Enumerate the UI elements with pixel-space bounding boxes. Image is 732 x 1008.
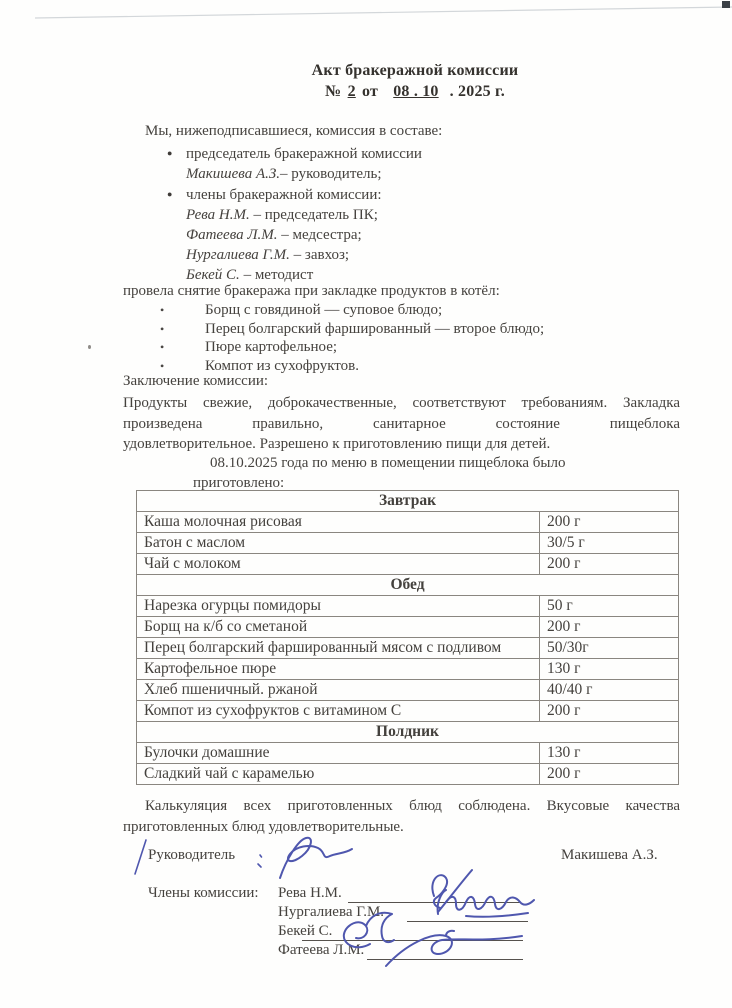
list-item (167, 265, 422, 285)
member-signature-nurgalieva (432, 886, 538, 922)
qty-cell: 130 г (540, 659, 679, 680)
table-row (137, 617, 679, 638)
member-name: Бекей С. (186, 267, 240, 283)
member-name: Фатеева Л.М. (186, 227, 278, 243)
table-row (137, 554, 679, 575)
dish-cell: Сладкий чай с карамелью (137, 764, 540, 785)
member-name: Рева Н.М. (186, 207, 250, 223)
qty-cell: 30/5 г (540, 533, 679, 554)
bullet-icon: ● (167, 189, 173, 199)
table-row (137, 638, 679, 659)
bullet-icon: • (160, 321, 165, 336)
member-role: – председатель ПК; (249, 207, 378, 223)
bullet-icon: ● (167, 148, 173, 158)
title-line2 (150, 81, 680, 102)
list-item (167, 184, 422, 205)
table-row (137, 512, 679, 533)
qty-cell: 50 г (540, 596, 679, 617)
qty-cell: 200 г (540, 554, 679, 575)
head-sign-name: Макишева А.З. (561, 847, 658, 863)
member-role: – медсестра; (277, 227, 362, 243)
act-number: 2 (347, 83, 356, 100)
member-role: – методист (239, 267, 314, 283)
intro-paragraph: Мы, нижеподписавшиеся, комиссия в составе: (145, 123, 443, 139)
table-row (137, 701, 679, 722)
conclusion-paragraph (123, 393, 680, 455)
qty-cell: 40/40 г (540, 680, 679, 701)
head-signature (272, 832, 358, 884)
dishes-list (160, 301, 544, 375)
document-title (150, 60, 680, 102)
title-line1: Акт бракеражной комиссии (311, 62, 519, 79)
dish-cell: Картофельное пюре (137, 659, 540, 680)
title-year: . 2025 г. (449, 83, 505, 100)
dish-cell: Перец болгарский фаршированный мясом с подливом (137, 638, 540, 659)
member-sign-name: Нургалиева Г.М. (278, 904, 385, 920)
table-row (137, 743, 679, 764)
chair-role: – руководитель; (280, 166, 382, 182)
qty-cell: 200 г (540, 701, 679, 722)
title-ot: от (357, 83, 383, 100)
section-header-cell: Полдник (137, 722, 679, 743)
dish-cell: Хлеб пшеничный. ржаной (137, 680, 540, 701)
qty-cell: 130 г (540, 743, 679, 764)
member-sign-name: Бекей С. (278, 923, 333, 939)
menu-intro-line2: приготовлено: (193, 475, 285, 491)
member-signature-fateeva (380, 928, 528, 972)
table-section-header (137, 575, 679, 596)
list-item (160, 320, 544, 339)
dish-cell: Батон с маслом (137, 533, 540, 554)
list-item (167, 143, 422, 164)
dish-cell: Булочки домашние (137, 743, 540, 764)
head-sign-label: Руководитель (148, 847, 236, 863)
dish-cell: Нарезка огурцы помидоры (137, 596, 540, 617)
member-name: Нургалиева Г.М. (186, 247, 290, 263)
dish-text: Борщ с говядиной — суповое блюдо; (205, 302, 443, 318)
dish-cell: Каша молочная рисовая (137, 512, 540, 533)
qty-cell: 200 г (540, 764, 679, 785)
dish-text: Компот из сухофруктов. (205, 357, 359, 374)
menu-intro-line1: 08.10.2025 года по меню в помещении пищеблока было (210, 455, 566, 471)
qty-cell: 50/30г (540, 638, 679, 659)
list-item (167, 164, 422, 184)
commission-list (167, 143, 422, 285)
member-role: – завхоз; (289, 247, 350, 263)
dish-cell: Компот из сухофруктов с витамином С (137, 701, 540, 722)
final-note (123, 796, 680, 838)
list-item (167, 225, 422, 245)
list-item (160, 301, 544, 320)
scan-artifact-line (0, 0, 732, 24)
conclusion-label: Заключение комиссии: (123, 373, 269, 389)
table-section-header (137, 722, 679, 743)
conclusion-line: Продукты свежие, доброкачественные, соответствуют требованиям. Закладка (123, 395, 680, 411)
scan-artifact-corner (722, 1, 730, 8)
bullet-icon: • (160, 303, 165, 317)
action-line: провела снятие бракеража при закладке продуктов в котёл: (123, 283, 500, 299)
final-note-line: приготовленных блюд удовлетворительные. (123, 819, 404, 835)
pen-dots-mark (254, 852, 266, 870)
qty-cell: 200 г (540, 512, 679, 533)
final-note-line: Калькуляция всех приготовленных блюд соблюдена. Вкусовые качества (145, 798, 680, 814)
dish-text: Пюре картофельное; (205, 339, 338, 355)
pen-slash-mark (132, 838, 148, 878)
section-header-cell: Завтрак (137, 491, 679, 512)
scan-artifact-dot (88, 345, 91, 349)
menu-table (136, 490, 679, 785)
dish-text: Перец болгарский фаршированный — второе блюдо; (205, 320, 545, 337)
act-date: 08 . 10 (393, 83, 439, 100)
qty-cell: 200 г (540, 617, 679, 638)
table-row (137, 596, 679, 617)
table-row (137, 659, 679, 680)
conclusion-line: произведена правильно, санитарное состояние пищеблока (123, 415, 680, 432)
member-sign-name: Фатеева Л.М. (278, 942, 365, 958)
members-sign-label: Члены комиссии: (148, 885, 259, 901)
section-header-cell: Обед (137, 575, 679, 596)
bullet-icon: • (160, 358, 165, 373)
list-item (160, 338, 544, 357)
chair-title: председатель бракеражной комиссии (186, 146, 422, 162)
dish-cell: Борщ на к/б со сметаной (137, 617, 540, 638)
table-row (137, 533, 679, 554)
list-item (167, 245, 422, 265)
dish-cell: Чай с молоком (137, 554, 540, 575)
members-title: члены бракеражной комиссии: (186, 187, 382, 203)
table-row (137, 764, 679, 785)
chair-name: Макишева А.З. (186, 166, 281, 182)
table-row (137, 680, 679, 701)
conclusion-line: удовлетворительное. Разрешено к приготовлению пищи для детей. (123, 436, 551, 452)
table-section-header (137, 491, 679, 512)
list-item (167, 205, 422, 225)
bullet-icon: • (160, 340, 165, 354)
title-number-prefix: № (325, 83, 346, 100)
member-sign-name: Рева Н.М. (278, 885, 342, 901)
